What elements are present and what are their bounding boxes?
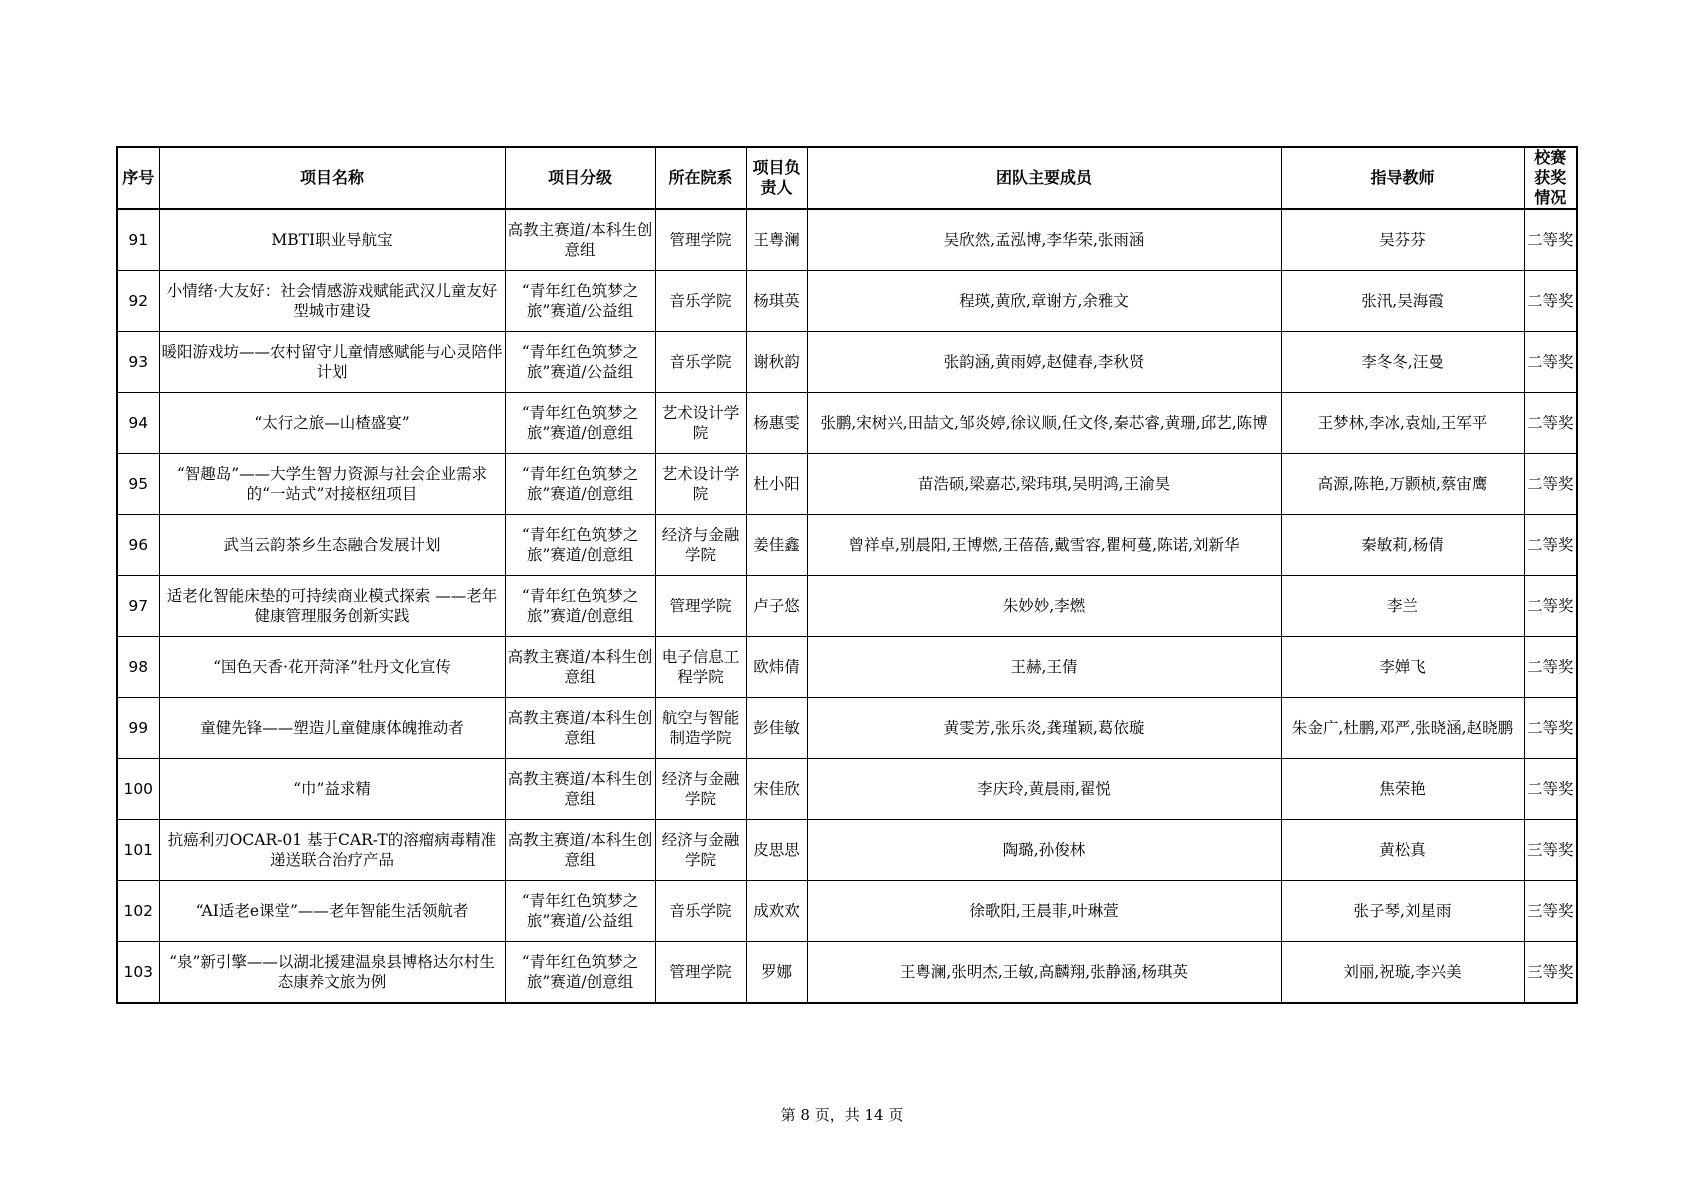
cell-teacher: 张汛,吴海霞 <box>1281 271 1524 332</box>
cell-project-name: MBTI职业导航宝 <box>159 209 505 271</box>
cell-department: 航空与智能制造学院 <box>655 698 746 759</box>
cell-project-level: “青年红色筑梦之旅”赛道/创意组 <box>505 454 655 515</box>
cell-row-index: 97 <box>117 576 159 637</box>
cell-department: 音乐学院 <box>655 881 746 942</box>
header-project-level: 项目分级 <box>505 147 655 209</box>
table-row <box>117 209 1577 271</box>
cell-members: 张韵涵,黄雨婷,赵健春,李秋贤 <box>807 332 1281 393</box>
cell-project-level: “青年红色筑梦之旅”赛道/公益组 <box>505 881 655 942</box>
cell-award: 二等奖 <box>1524 271 1577 332</box>
cell-project-level: 高教主赛道/本科生创意组 <box>505 759 655 820</box>
cell-row-index: 95 <box>117 454 159 515</box>
cell-department: 音乐学院 <box>655 332 746 393</box>
cell-leader: 罗娜 <box>746 942 807 1004</box>
cell-leader: 杨琪英 <box>746 271 807 332</box>
cell-award: 二等奖 <box>1524 637 1577 698</box>
cell-leader: 彭佳敏 <box>746 698 807 759</box>
cell-department: 艺术设计学院 <box>655 454 746 515</box>
cell-row-index: 92 <box>117 271 159 332</box>
cell-project-name: “泉”新引擎——以湖北援建温泉县博格达尔村生态康养文旅为例 <box>159 942 505 1004</box>
cell-row-index: 100 <box>117 759 159 820</box>
table-row <box>117 393 1577 454</box>
cell-leader: 姜佳鑫 <box>746 515 807 576</box>
cell-row-index: 98 <box>117 637 159 698</box>
cell-members: 张鹏,宋树兴,田喆文,邹炎婷,徐议顺,任文佟,秦芯睿,黄珊,邱艺,陈博 <box>807 393 1281 454</box>
cell-members: 曾祥卓,别晨阳,王博燃,王蓓蓓,戴雪容,瞿柯蔓,陈诺,刘新华 <box>807 515 1281 576</box>
cell-project-level: “青年红色筑梦之旅”赛道/创意组 <box>505 393 655 454</box>
header-index: 序号 <box>117 147 159 209</box>
cell-members: 陶璐,孙俊林 <box>807 820 1281 881</box>
table-row <box>117 515 1577 576</box>
cell-row-index: 103 <box>117 942 159 1004</box>
cell-members: 王粤澜,张明杰,王敏,高麟翔,张静涵,杨琪英 <box>807 942 1281 1004</box>
cell-teacher: 李兰 <box>1281 576 1524 637</box>
award-table <box>116 146 1578 1004</box>
cell-teacher: 吴芬芬 <box>1281 209 1524 271</box>
cell-teacher: 焦荣艳 <box>1281 759 1524 820</box>
cell-project-name: 童健先锋——塑造儿童健康体魄推动者 <box>159 698 505 759</box>
cell-members: 徐歌阳,王晨菲,叶琳萱 <box>807 881 1281 942</box>
cell-leader: 卢子悠 <box>746 576 807 637</box>
cell-teacher: 李冬冬,汪曼 <box>1281 332 1524 393</box>
cell-teacher: 张子琴,刘星雨 <box>1281 881 1524 942</box>
cell-leader: 皮思思 <box>746 820 807 881</box>
cell-award: 三等奖 <box>1524 820 1577 881</box>
header-leader: 项目负责人 <box>746 147 807 209</box>
cell-department: 管理学院 <box>655 209 746 271</box>
cell-leader: 成欢欢 <box>746 881 807 942</box>
cell-leader: 杜小阳 <box>746 454 807 515</box>
cell-project-name: “巾”益求精 <box>159 759 505 820</box>
cell-leader: 杨惠雯 <box>746 393 807 454</box>
cell-department: 管理学院 <box>655 576 746 637</box>
table-row <box>117 820 1577 881</box>
cell-award: 二等奖 <box>1524 209 1577 271</box>
cell-department: 音乐学院 <box>655 271 746 332</box>
cell-project-name: “太行之旅—山楂盛宴” <box>159 393 505 454</box>
cell-award: 二等奖 <box>1524 454 1577 515</box>
cell-project-name: 武当云韵茶乡生态融合发展计划 <box>159 515 505 576</box>
cell-project-level: “青年红色筑梦之旅”赛道/创意组 <box>505 942 655 1004</box>
cell-award: 二等奖 <box>1524 759 1577 820</box>
cell-row-index: 101 <box>117 820 159 881</box>
cell-members: 程瑛,黄欣,章谢方,余雅文 <box>807 271 1281 332</box>
cell-department: 经济与金融学院 <box>655 515 746 576</box>
cell-teacher: 黄松真 <box>1281 820 1524 881</box>
cell-department: 经济与金融学院 <box>655 759 746 820</box>
cell-project-level: “青年红色筑梦之旅”赛道/创意组 <box>505 515 655 576</box>
cell-members: 王赫,王倩 <box>807 637 1281 698</box>
cell-department: 艺术设计学院 <box>655 393 746 454</box>
cell-teacher: 高源,陈艳,万颢桢,蔡宙鹰 <box>1281 454 1524 515</box>
table-row <box>117 637 1577 698</box>
table-row <box>117 698 1577 759</box>
cell-project-level: “青年红色筑梦之旅”赛道/创意组 <box>505 576 655 637</box>
table-row <box>117 576 1577 637</box>
header-department: 所在院系 <box>655 147 746 209</box>
header-teacher: 指导教师 <box>1281 147 1524 209</box>
cell-project-name: “AI适老e课堂”——老年智能生活领航者 <box>159 881 505 942</box>
cell-teacher: 李婵飞 <box>1281 637 1524 698</box>
cell-project-name: “国色天香·花开菏泽”牡丹文化宣传 <box>159 637 505 698</box>
table-row <box>117 271 1577 332</box>
cell-project-level: “青年红色筑梦之旅”赛道/公益组 <box>505 271 655 332</box>
cell-project-name: 抗癌利刃OCAR-01 基于CAR-T的溶瘤病毒精准递送联合治疗产品 <box>159 820 505 881</box>
cell-award: 二等奖 <box>1524 393 1577 454</box>
cell-row-index: 102 <box>117 881 159 942</box>
header-award: 校赛获奖情况 <box>1524 147 1577 209</box>
cell-row-index: 94 <box>117 393 159 454</box>
cell-leader: 谢秋韵 <box>746 332 807 393</box>
table-row <box>117 942 1577 1004</box>
cell-members: 吴欣然,孟泓博,李华荣,张雨涵 <box>807 209 1281 271</box>
cell-members: 李庆玲,黄晨雨,翟悦 <box>807 759 1281 820</box>
cell-award: 二等奖 <box>1524 576 1577 637</box>
cell-project-level: 高教主赛道/本科生创意组 <box>505 209 655 271</box>
cell-award: 三等奖 <box>1524 881 1577 942</box>
table-row <box>117 881 1577 942</box>
cell-project-name: 暖阳游戏坊——农村留守儿童情感赋能与心灵陪伴计划 <box>159 332 505 393</box>
cell-department: 经济与金融学院 <box>655 820 746 881</box>
cell-members: 苗浩硕,梁嘉芯,梁玮琪,吴明鸿,王渝昊 <box>807 454 1281 515</box>
cell-row-index: 99 <box>117 698 159 759</box>
cell-project-name: 小情绪·大友好：社会情感游戏赋能武汉儿童友好型城市建设 <box>159 271 505 332</box>
cell-leader: 王粤澜 <box>746 209 807 271</box>
page-footer: 第 8 页，共 14 页 <box>780 1106 904 1124</box>
cell-award: 三等奖 <box>1524 942 1577 1004</box>
cell-row-index: 96 <box>117 515 159 576</box>
cell-project-name: “智趣岛”——大学生智力资源与社会企业需求的“一站式”对接枢纽项目 <box>159 454 505 515</box>
cell-award: 二等奖 <box>1524 332 1577 393</box>
cell-department: 管理学院 <box>655 942 746 1004</box>
table-header-row <box>117 147 1577 209</box>
cell-project-name: 适老化智能床垫的可持续商业模式探索 ——老年健康管理服务创新实践 <box>159 576 505 637</box>
cell-teacher: 王梦林,李冰,袁灿,王军平 <box>1281 393 1524 454</box>
cell-department: 电子信息工程学院 <box>655 637 746 698</box>
cell-teacher: 秦敏莉,杨倩 <box>1281 515 1524 576</box>
cell-teacher: 刘丽,祝璇,李兴美 <box>1281 942 1524 1004</box>
cell-project-level: 高教主赛道/本科生创意组 <box>505 820 655 881</box>
cell-project-level: 高教主赛道/本科生创意组 <box>505 637 655 698</box>
table-row <box>117 332 1577 393</box>
cell-row-index: 91 <box>117 209 159 271</box>
cell-leader: 宋佳欣 <box>746 759 807 820</box>
cell-award: 二等奖 <box>1524 698 1577 759</box>
table-row <box>117 759 1577 820</box>
header-members: 团队主要成员 <box>807 147 1281 209</box>
cell-members: 朱妙妙,李燃 <box>807 576 1281 637</box>
cell-project-level: 高教主赛道/本科生创意组 <box>505 698 655 759</box>
cell-project-level: “青年红色筑梦之旅”赛道/公益组 <box>505 332 655 393</box>
table-row <box>117 454 1577 515</box>
cell-teacher: 朱金广,杜鹏,邓严,张晓涵,赵晓鹏 <box>1281 698 1524 759</box>
cell-row-index: 93 <box>117 332 159 393</box>
cell-leader: 欧炜倩 <box>746 637 807 698</box>
cell-members: 黄雯芳,张乐炎,龚瑾颖,葛依璇 <box>807 698 1281 759</box>
header-project-name: 项目名称 <box>159 147 505 209</box>
cell-award: 二等奖 <box>1524 515 1577 576</box>
